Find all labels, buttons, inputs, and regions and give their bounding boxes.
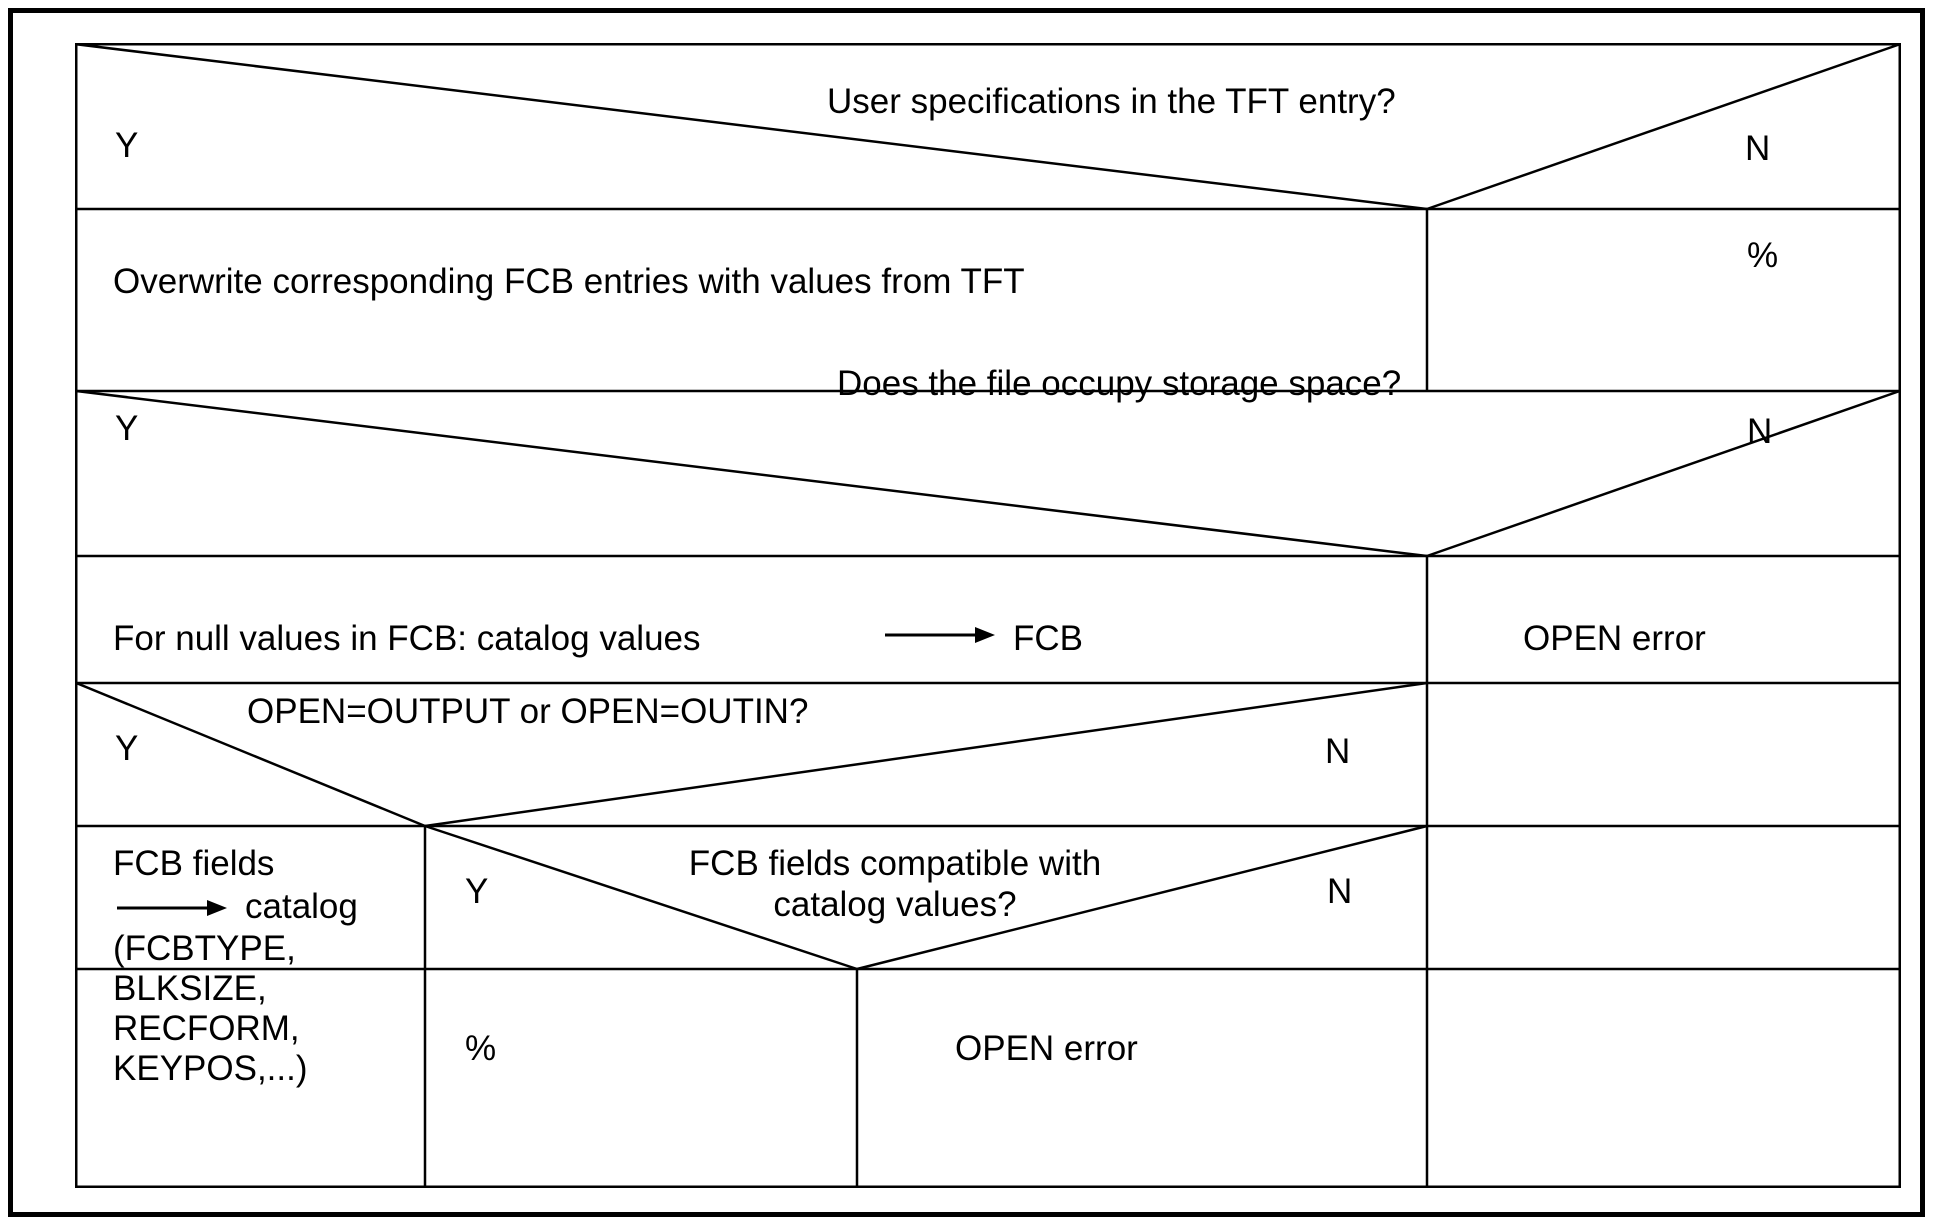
row6-left-action-line3: (FCBTYPE,	[113, 929, 296, 968]
row6-left-action-line1: FCB fields	[113, 844, 275, 883]
row6-left-action-line4: BLKSIZE,	[113, 969, 267, 1008]
row5-question: OPEN=OUTPUT or OPEN=OUTIN?	[247, 692, 809, 731]
row1-no-label: N	[1745, 129, 1771, 168]
row3-yes-label: Y	[115, 409, 139, 448]
row2-action: Overwrite corresponding FCB entries with values from TFT	[113, 262, 1025, 301]
arrow-right-icon-row4	[885, 627, 995, 643]
row6-left-action-line6: KEYPOS,...)	[113, 1049, 308, 1088]
row6-left-action-line2: catalog	[245, 887, 358, 926]
row6-yes-label: Y	[465, 872, 489, 911]
diagram-lines	[75, 43, 1901, 1188]
decision-table-diagram	[75, 43, 1901, 1188]
row1-yes-label: Y	[115, 126, 139, 165]
row5-yes-label: Y	[115, 729, 139, 768]
row6-no-label: N	[1327, 872, 1353, 911]
row3-no-label: N	[1747, 412, 1773, 451]
row6-left-action-line5: RECFORM,	[113, 1009, 300, 1048]
row5-no-label: N	[1325, 732, 1351, 771]
row3-question: Does the file occupy storage space?	[837, 364, 1402, 403]
row6-question: FCB fields compatible with catalog values?	[688, 844, 1102, 925]
arrow-right-icon-row6	[117, 900, 227, 916]
row4-action-post: FCB	[1013, 619, 1083, 658]
outer-border	[8, 8, 1925, 1217]
row4-right-cell: OPEN error	[1523, 619, 1706, 658]
row4-action-pre: For null values in FCB: catalog values	[113, 619, 701, 658]
row7-left-cell: %	[465, 1029, 497, 1068]
row7-right-cell: OPEN error	[955, 1029, 1138, 1068]
row1-question: User specifications in the TFT entry?	[827, 82, 1396, 121]
row2-right-cell: %	[1747, 236, 1779, 275]
